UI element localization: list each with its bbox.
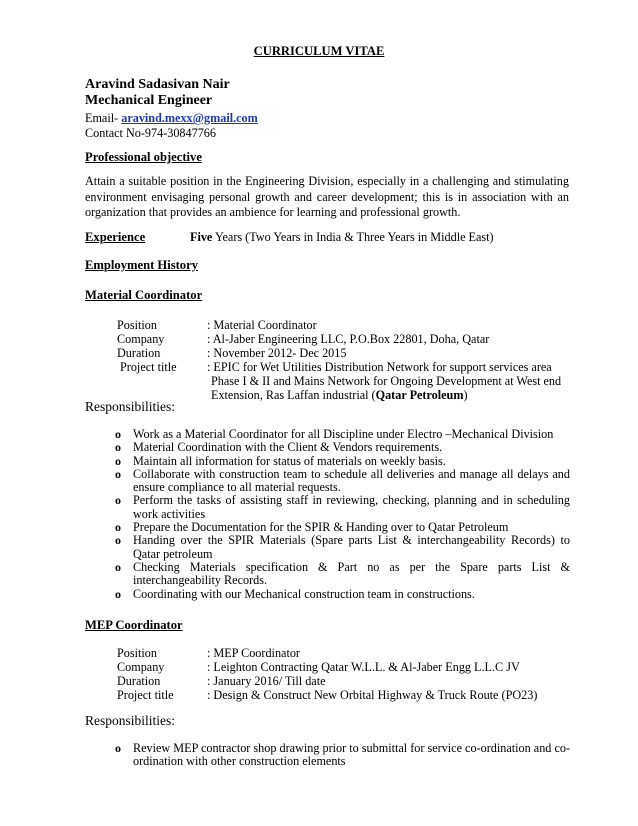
job-2-company-label: Company <box>117 660 165 674</box>
job-1-project-row <box>117 360 561 402</box>
responsibility-text: Maintain all information for status of materials on weekly basis. <box>133 453 446 468</box>
job-2-heading: MEP Coordinator <box>85 618 183 632</box>
job-1-project-line-2: Phase I & II and Mains Network for Ongoing Development at West end <box>211 374 562 388</box>
job-1-heading: Material Coordinator <box>85 288 203 302</box>
responsibility-text: Prepare the Documentation for the SPIR & Handing over to Qatar Petroleum <box>133 520 509 535</box>
job-1-responsibilities-list <box>115 428 570 601</box>
contact-number: Contact No-974-30847766 <box>85 126 216 140</box>
job-1-position-value: : Material Coordinator <box>207 318 317 332</box>
job-1-project-line-3-text: Extension, Ras Laffan industrial ( <box>211 388 376 402</box>
list-item <box>115 494 570 521</box>
experience-years-number: Five <box>190 230 213 244</box>
responsibility-text: Perform the tasks of assisting staff in reviewing, checking, planning and in scheduling work activities <box>133 493 570 521</box>
list-item <box>115 588 570 601</box>
responsibility-text: Material Coordination with the Client & Vendors requirements. <box>133 440 443 455</box>
job-2-responsibilities-label: Responsibilities: <box>85 713 176 728</box>
job-2-responsibilities-list <box>115 742 570 769</box>
bullet-marker: o <box>115 440 121 455</box>
employment-history-heading: Employment History <box>85 258 198 272</box>
responsibility-text: Collaborate with construction team to schedule all deliveries and manage all delays and ensure compliance to all material requests. <box>133 466 570 495</box>
job-2-position-label: Position <box>117 646 157 660</box>
list-item <box>115 534 570 561</box>
job-2-duration-value: : January 2016/ Till date <box>207 674 326 688</box>
bullet-marker: o <box>115 427 121 441</box>
job-1-position-row <box>117 318 317 332</box>
bullet-marker: o <box>115 741 121 755</box>
responsibility-text: Review MEP contractor shop drawing prior to submittal for service co-ordination and co-ordination with other construction elements <box>133 741 570 769</box>
responsibility-text: Coordinating with our Mechanical construction team in constructions. <box>133 586 475 601</box>
job-2-position-row <box>117 646 300 660</box>
bullet-marker: o <box>115 533 121 548</box>
job-1-project-line-1: : EPIC for Wet Utilities Distribution Network for support services area <box>207 360 552 374</box>
list-item <box>115 455 570 468</box>
job-1-responsibilities-label: Responsibilities: <box>85 399 176 414</box>
experience-line <box>85 230 494 244</box>
email-line <box>85 111 258 125</box>
job-1-project-label: Project title <box>120 360 177 374</box>
bullet-marker: o <box>115 520 121 535</box>
list-item <box>115 561 570 588</box>
job-2-project-value: : Design & Construct New Orbital Highway & Truck Route (PO23) <box>207 688 538 702</box>
job-1-duration-row <box>117 346 346 360</box>
job-2-duration-row <box>117 674 326 688</box>
responsibility-text: Checking Materials specification & Part no as per the Spare parts List & interchangeability Records. <box>133 559 570 588</box>
experience-years-detail: Years (Two Years in India & Three Years in Middle East) <box>212 230 494 244</box>
objective-heading: Professional objective <box>85 150 202 164</box>
experience-years <box>190 230 494 244</box>
list-item <box>115 468 570 495</box>
bullet-marker: o <box>115 493 121 508</box>
candidate-designation: Mechanical Engineer <box>85 93 213 108</box>
job-2-company-row <box>117 660 520 674</box>
job-2-duration-label: Duration <box>117 674 161 688</box>
email-label: Email- <box>85 111 122 125</box>
job-1-project-line-3-close: ) <box>463 388 468 402</box>
job-1-company-value: : Al-Jaber Engineering LLC, P.O.Box 22801, Doha, Qatar <box>207 332 490 346</box>
candidate-name: Aravind Sadasivan Nair <box>85 77 230 92</box>
list-item <box>115 521 570 534</box>
bullet-marker: o <box>115 559 121 574</box>
job-1-company-label: Company <box>117 332 165 346</box>
job-1-duration-label: Duration <box>117 346 161 360</box>
responsibility-text: Work as a Material Coordinator for all Discipline under Electro –Mechanical Division <box>133 427 554 441</box>
bullet-marker: o <box>115 453 121 468</box>
job-1-client-name: Qatar Petroleum <box>375 388 464 402</box>
job-1-duration-value: : November 2012- Dec 2015 <box>207 346 347 360</box>
document-title: CURRICULUM VITAE <box>253 44 385 58</box>
list-item <box>115 428 570 441</box>
job-2-position-value: : MEP Coordinator <box>207 646 300 660</box>
job-2-project-row <box>117 688 537 702</box>
email-link[interactable]: aravind.mexx@gmail.com <box>121 111 258 125</box>
job-1-company-row <box>117 332 489 346</box>
bullet-marker: o <box>115 586 121 601</box>
experience-heading: Experience <box>85 230 146 244</box>
job-1-position-label: Position <box>117 318 157 332</box>
objective-text: Attain a suitable position in the Engineering Division, especially in a challenging and stimulating environment envisaging personal growth and career development; this is in association with an organization that provides an ambience for learning and professional growth. <box>85 174 569 219</box>
responsibility-text: Handing over the SPIR Materials (Spare parts List & interchangeability Records) to Qatar petroleum <box>133 533 570 561</box>
list-item <box>115 441 570 454</box>
job-1-project-line-3 <box>207 388 561 402</box>
list-item <box>115 742 570 769</box>
job-2-project-label: Project title <box>117 688 174 702</box>
job-2-company-value: : Leighton Contracting Qatar W.L.L. & Al-Jaber Engg L.L.C JV <box>207 660 520 674</box>
bullet-marker: o <box>115 466 121 481</box>
job-1-project-value <box>207 360 561 402</box>
